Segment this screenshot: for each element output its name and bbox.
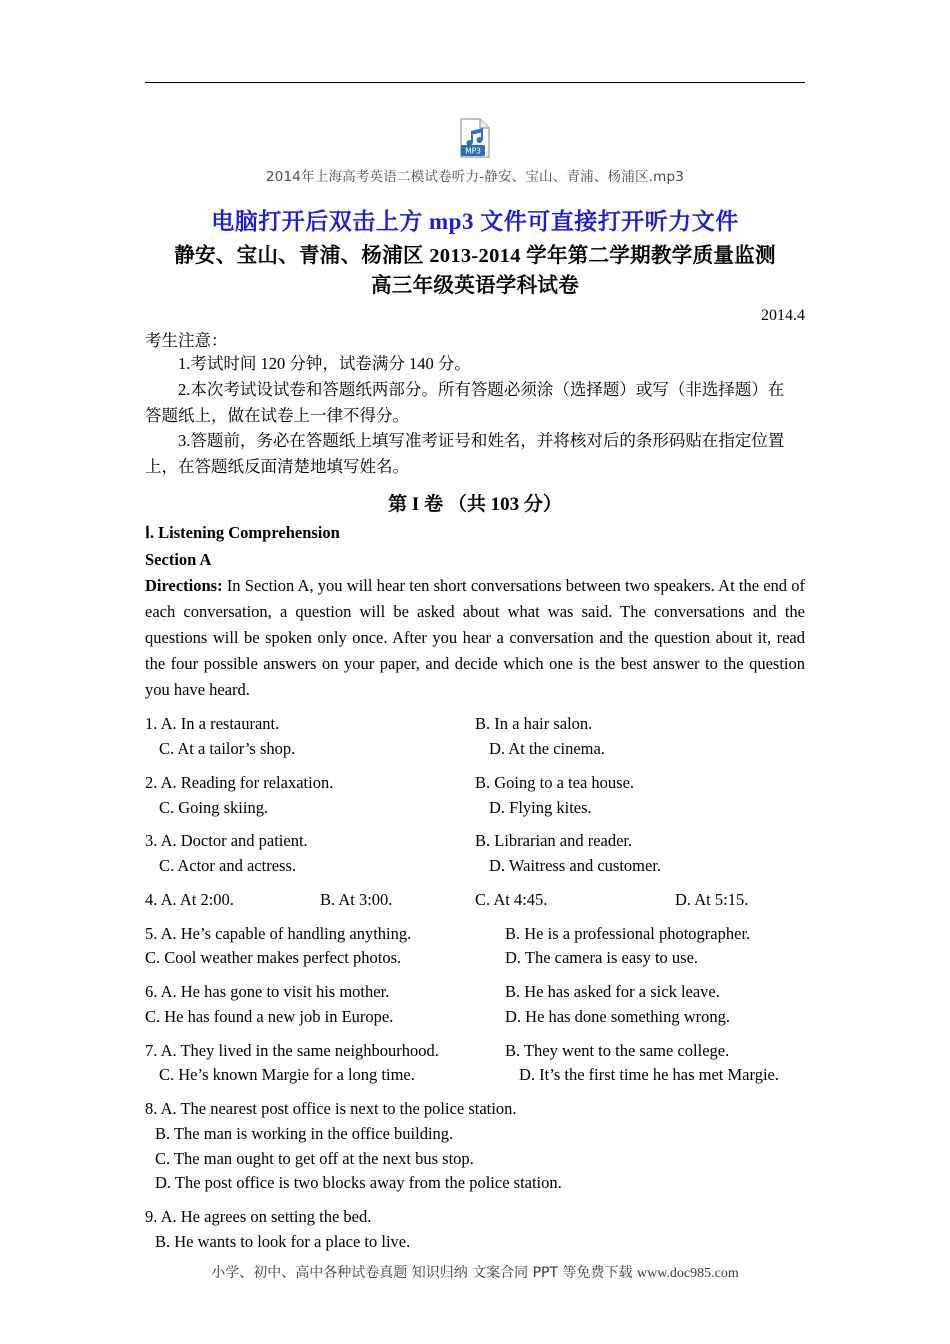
question-row [145,1005,805,1030]
directions-paragraph [145,573,805,703]
option-a: 3. A. Doctor and patient. [145,831,308,851]
option-a: 9. A. He agrees on setting the bed. [145,1207,372,1227]
question-row [145,854,805,879]
question-item [145,771,805,821]
option-d: D. It’s the first time he has met Margie. [519,1065,779,1085]
option-a: 6. A. He has gone to visit his mother. [145,982,390,1002]
option-b: B. Going to a tea house. [475,772,635,792]
option-b: B. Librarian and reader. [475,831,633,851]
page-footer [0,1262,950,1282]
question-row [145,922,805,947]
option-c: C. He’s known Margie for a long time. [159,1065,415,1085]
option-c: C. The man ought to get off at the next bus stop. [155,1148,474,1168]
option-b: B. In a hair salon. [475,714,593,734]
directions-text: In Section A, you will hear ten short conversations between two speakers. At the end of each conversation, a question will be asked about what was said. The conversations and the questions will be spoken only once. After you hear a conversation and the question about it, read the four possible answers on your paper, and decide which one is the best answer to the question you have heard. [145,576,806,700]
footer-text: 小学、初中、高中各种试卷真题 知识归纳 文案合同 PPT 等免费下载 [211,1265,633,1281]
option-c: C. Cool weather makes perfect photos. [145,948,402,968]
mp3-attachment[interactable] [145,118,805,185]
option-b: B. They went to the same college. [505,1040,730,1060]
option-d: D. He has done something wrong. [505,1006,731,1026]
question-row [145,1039,805,1064]
notice-item: 2.本次考试设试卷和答题纸两部分。所有答题必须涂（选择题）或写（非选择题）在 [178,380,785,399]
question-row [145,980,805,1005]
notice-item: 上，在答题纸反面清楚地填写姓名。 [145,456,409,476]
document-content [145,0,805,1255]
option-b: B. He has asked for a sick leave. [505,982,720,1002]
paper-part-title: 第 I 卷 （共 103 分） [388,494,562,516]
option-a: 2. A. Reading for relaxation. [145,772,334,792]
question-row [145,1063,805,1088]
blue-headline: 电脑打开后双击上方 mp3 文件可直接打开听力文件 [211,209,739,234]
option-d: D. Flying kites. [489,797,592,817]
notice-title: 考生注意： [145,331,228,351]
question-item [145,829,805,879]
exam-title-line-1: 静安、宝山、青浦、杨浦区 2013-2014 学年第二学期教学质量监测 [174,245,776,267]
notice-item: 3.答题前，务必在答题纸上填写准考证号和姓名，并将核对后的条形码贴在指定位置 [178,431,785,451]
option-a: 4. A. At 2:00. [145,889,234,909]
question-row [145,829,805,854]
option-b: B. He wants to look for a place to live. [155,1231,411,1251]
option-d: D. The post office is two blocks away from the police station. [155,1173,562,1193]
mp3-filename: 2014年上海高考英语二模试卷听力-静安、宝山、青浦、杨浦区.mp3 [265,169,685,185]
footer-url[interactable]: www.doc985.com [636,1266,739,1281]
question-item [145,1039,805,1089]
option-b: B. The man is working in the office building. [155,1123,454,1143]
notice-item: 1.考试时间 120 分钟，试卷满分 140 分。 [178,354,471,374]
header-rule [145,82,805,83]
option-b: B. He is a professional photographer. [505,923,751,943]
question-row [145,796,805,821]
option-c: C. At a tailor’s shop. [159,739,296,759]
notice-item: 答题纸上，做在试卷上一律不得分。 [145,405,409,425]
option-d: D. At 5:15. [675,889,749,909]
option-b: B. At 3:00. [320,889,393,909]
question-item [145,980,805,1030]
option-a: 8. A. The nearest post office is next to the police station. [145,1099,517,1119]
question-row [145,888,805,913]
question-item [145,712,805,762]
listening-part-heading: Ⅰ. Listening Comprehension [145,523,340,543]
section-a-heading: Section A [145,549,212,569]
option-a: 5. A. He’s capable of handling anything. [145,923,412,943]
question-row [145,771,805,796]
option-a: 1. A. In a restaurant. [145,714,280,734]
question-item [145,1097,805,1196]
question-item [145,922,805,972]
question-item [145,1205,805,1255]
exam-title-line-2: 高三年级英语学科试卷 [371,274,579,297]
svg-text:MP3: MP3 [465,146,481,156]
option-c: C. Going skiing. [159,797,269,817]
directions-label: Directions: [145,576,223,596]
option-c: C. He has found a new job in Europe. [145,1006,394,1026]
option-c: C. At 4:45. [475,889,548,909]
question-row [145,737,805,762]
exam-date: 2014.4 [761,307,805,325]
question-row [145,946,805,971]
option-c: C. Actor and actress. [159,856,297,876]
question-item [145,888,805,913]
mp3-file-icon[interactable] [458,118,492,158]
option-d: D. The camera is easy to use. [505,948,699,968]
question-row [145,712,805,737]
option-d: D. At the cinema. [489,739,605,759]
option-d: D. Waitress and customer. [489,856,662,876]
option-a: 7. A. They lived in the same neighbourhood. [145,1040,439,1060]
